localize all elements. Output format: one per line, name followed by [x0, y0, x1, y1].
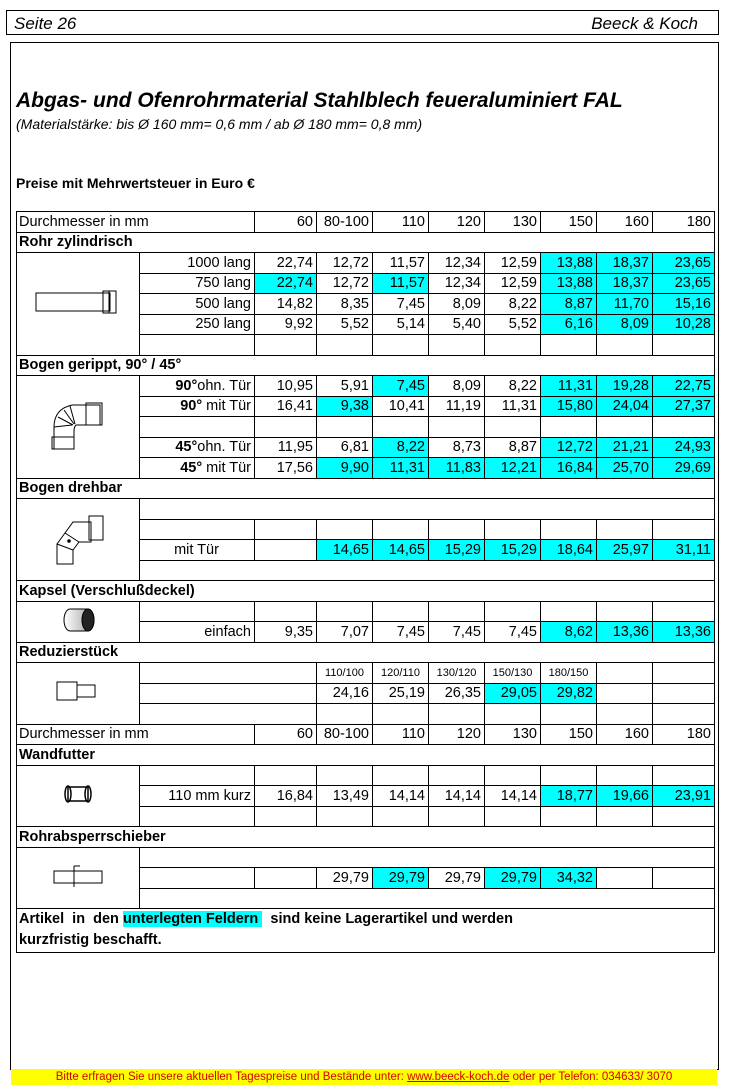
cap-icon — [56, 622, 100, 638]
price-cell: 29,79 — [373, 868, 429, 889]
empty-cell — [653, 765, 715, 786]
diameter-header: 80-100 — [317, 212, 373, 233]
price-cell: 8,73 — [429, 437, 485, 458]
price-cell: 8,22 — [485, 376, 541, 397]
empty-cell — [373, 601, 429, 622]
diameter-label: Durchmesser in mm — [17, 212, 255, 233]
price-cell: 29,69 — [653, 458, 715, 479]
price-cell: 22,74 — [255, 273, 317, 294]
reducer-size-row — [17, 663, 715, 684]
reducer-size — [597, 663, 653, 684]
empty-cell — [597, 417, 653, 438]
note-row — [17, 909, 715, 953]
price-cell: 7,07 — [317, 622, 373, 643]
price-cell: 16,84 — [541, 458, 597, 479]
price-cell: 17,56 — [255, 458, 317, 479]
reducer-size: 120/110 — [373, 663, 429, 684]
empty-cell — [541, 417, 597, 438]
section-header-kapsel — [17, 581, 715, 602]
price-cell — [597, 868, 653, 889]
price-cell: 8,09 — [429, 294, 485, 315]
diameter-header: 180 — [653, 724, 715, 745]
price-cell: 11,31 — [373, 458, 429, 479]
product-image — [17, 499, 140, 581]
price-cell: 8,87 — [541, 294, 597, 315]
price-cell: 22,75 — [653, 376, 715, 397]
bend-angle: 45° — [180, 459, 203, 476]
price-cell: 24,04 — [597, 396, 653, 417]
spacer-row — [17, 765, 715, 786]
page-number: Seite 26 — [14, 14, 77, 33]
empty-cell — [140, 335, 255, 356]
price-cell: 27,37 — [653, 396, 715, 417]
price-cell: 18,37 — [597, 273, 653, 294]
empty-cell — [373, 765, 429, 786]
price-cell: 5,52 — [317, 314, 373, 335]
price-cell: 15,29 — [429, 540, 485, 561]
empty-cell — [373, 335, 429, 356]
empty-cell — [140, 519, 255, 540]
stock-note — [17, 909, 715, 953]
diameter-header: 60 — [255, 212, 317, 233]
price-cell: 13,36 — [597, 622, 653, 643]
price-cell: 14,14 — [429, 786, 485, 807]
price-cell: 15,80 — [541, 396, 597, 417]
empty-cell — [485, 806, 541, 827]
price-cell: 15,29 — [485, 540, 541, 561]
price-cell: 29,79 — [429, 868, 485, 889]
empty-cell — [429, 601, 485, 622]
section-header-rohr — [17, 232, 715, 253]
diameter-header: 110 — [373, 212, 429, 233]
website-link[interactable]: www.beeck-koch.de — [407, 1071, 510, 1083]
price-cell: 23,65 — [653, 273, 715, 294]
empty-cell — [653, 417, 715, 438]
diameter-label: Durchmesser in mm — [17, 724, 255, 745]
empty-cell — [485, 704, 541, 725]
empty-cell — [140, 683, 317, 704]
bend-label — [140, 458, 255, 479]
reducer-size: 110/100 — [317, 663, 373, 684]
price-cell: 5,91 — [317, 376, 373, 397]
spacer-row — [17, 499, 715, 520]
price-cell: 34,32 — [541, 868, 597, 889]
product-image — [17, 663, 140, 725]
diameter-header-row-2 — [17, 724, 715, 745]
note-text-3: kurzfristig beschafft. — [19, 932, 162, 948]
empty-cell — [140, 806, 255, 827]
price-cell: 7,45 — [373, 622, 429, 643]
cap-label: einfach — [140, 622, 255, 643]
price-cell: 14,65 — [373, 540, 429, 561]
bend-angle: 90° — [175, 377, 198, 394]
price-cell: 18,37 — [597, 253, 653, 274]
price-cell: 14,14 — [373, 786, 429, 807]
empty-cell — [255, 601, 317, 622]
price-cell: 12,72 — [541, 437, 597, 458]
empty-cell — [255, 335, 317, 356]
page-header — [6, 10, 719, 35]
bend-label — [140, 437, 255, 458]
empty-cell — [485, 601, 541, 622]
price-cell: 8,87 — [485, 437, 541, 458]
material-thickness-note: (Materialstärke: bis Ø 160 mm= 0,6 mm / ab Ø 180 mm= 0,8 mm) — [16, 116, 423, 132]
bend-door: mit Tür — [202, 459, 251, 476]
footer-text: Bitte erfragen Sie unsere aktuellen Tagespreise und Bestände unter: — [55, 1071, 408, 1083]
price-cell: 10,41 — [373, 396, 429, 417]
price-cell: 11,57 — [373, 253, 429, 274]
product-image — [17, 765, 140, 827]
section-header-bogen — [17, 355, 715, 376]
diameter-header: 120 — [429, 212, 485, 233]
empty-cell — [653, 601, 715, 622]
empty-cell — [485, 519, 541, 540]
price-cell — [255, 540, 317, 561]
bend-angle: 90° — [180, 398, 203, 415]
empty-cell — [255, 417, 317, 438]
empty-cell — [140, 417, 255, 438]
price-cell: 13,36 — [653, 622, 715, 643]
price-cell: 18,77 — [541, 786, 597, 807]
empty-cell — [255, 519, 317, 540]
price-cell: 7,45 — [429, 622, 485, 643]
price-cell: 13,88 — [541, 253, 597, 274]
swivel-elbow-icon — [43, 556, 113, 572]
empty-cell — [140, 888, 715, 909]
wall-sleeve-icon — [60, 794, 96, 810]
sleeve-label: 110 mm kurz — [140, 786, 255, 807]
bend-angle: 45° — [175, 439, 198, 456]
price-cell: 25,70 — [597, 458, 653, 479]
bend-door: mit Tür — [202, 398, 251, 415]
diameter-header: 110 — [373, 724, 429, 745]
diameter-header: 80-100 — [317, 724, 373, 745]
empty-cell — [140, 868, 255, 889]
section-title: Rohrabsperrschieber — [17, 827, 715, 848]
pipe-icon — [33, 304, 123, 320]
diameter-header-row — [17, 212, 715, 233]
price-cell: 12,72 — [317, 253, 373, 274]
diameter-header: 160 — [597, 724, 653, 745]
price-cell: 11,57 — [373, 273, 429, 294]
price-cell: 12,59 — [485, 253, 541, 274]
price-cell: 13,88 — [541, 273, 597, 294]
price-cell: 12,21 — [485, 458, 541, 479]
length-label: 750 lang — [140, 273, 255, 294]
empty-cell — [597, 704, 653, 725]
elbow-icon — [48, 441, 108, 457]
empty-cell — [541, 335, 597, 356]
price-cell: 19,28 — [597, 376, 653, 397]
empty-cell — [597, 335, 653, 356]
section-title: Bogen gerippt, 90° / 45° — [17, 355, 715, 376]
reducer-size: 180/150 — [541, 663, 597, 684]
price-cell: 11,70 — [597, 294, 653, 315]
bend-label — [140, 376, 255, 397]
length-label: 250 lang — [140, 314, 255, 335]
price-cell: 29,79 — [317, 868, 373, 889]
empty-cell — [317, 704, 373, 725]
price-cell: 9,92 — [255, 314, 317, 335]
price-cell: 8,22 — [485, 294, 541, 315]
length-label: 1000 lang — [140, 253, 255, 274]
product-image — [17, 601, 140, 642]
empty-cell — [485, 417, 541, 438]
empty-cell — [429, 704, 485, 725]
price-cell: 12,34 — [429, 253, 485, 274]
reducer-size: 130/120 — [429, 663, 485, 684]
price-cell: 11,95 — [255, 437, 317, 458]
price-cell: 5,52 — [485, 314, 541, 335]
empty-cell — [597, 519, 653, 540]
price-cell — [653, 683, 715, 704]
section-title: Rohr zylindrisch — [17, 232, 715, 253]
price-cell: 10,28 — [653, 314, 715, 335]
spacer-row — [17, 847, 715, 868]
empty-cell — [541, 601, 597, 622]
empty-cell — [317, 417, 373, 438]
price-cell: 9,90 — [317, 458, 373, 479]
price-cell: 29,82 — [541, 683, 597, 704]
empty-cell — [429, 335, 485, 356]
note-text-1: Artikel in den — [19, 911, 123, 927]
empty-cell — [373, 519, 429, 540]
reducer-icon — [53, 692, 103, 708]
price-cell: 11,31 — [485, 396, 541, 417]
diameter-header: 150 — [541, 724, 597, 745]
rohr-row — [17, 253, 715, 274]
reducer-size: 150/130 — [485, 663, 541, 684]
empty-cell — [429, 806, 485, 827]
price-cell: 15,16 — [653, 294, 715, 315]
price-cell: 14,82 — [255, 294, 317, 315]
empty-cell — [317, 519, 373, 540]
price-cell: 8,09 — [429, 376, 485, 397]
price-cell: 24,16 — [317, 683, 373, 704]
empty-cell — [597, 601, 653, 622]
price-cell: 23,91 — [653, 786, 715, 807]
empty-cell — [317, 335, 373, 356]
diameter-header: 120 — [429, 724, 485, 745]
diameter-header: 60 — [255, 724, 317, 745]
empty-cell — [541, 806, 597, 827]
empty-cell — [317, 806, 373, 827]
price-label: Preise mit Mehrwertsteuer in Euro € — [16, 175, 255, 191]
price-cell: 10,95 — [255, 376, 317, 397]
section-header-drehbar — [17, 478, 715, 499]
price-cell: 12,34 — [429, 273, 485, 294]
damper-icon — [50, 877, 106, 893]
price-cell: 12,59 — [485, 273, 541, 294]
price-cell — [255, 868, 317, 889]
section-title: Kapsel (Verschlußdeckel) — [17, 581, 715, 602]
section-title: Reduzierstück — [17, 642, 715, 663]
price-cell: 26,35 — [429, 683, 485, 704]
reducer-size — [653, 663, 715, 684]
price-cell: 25,19 — [373, 683, 429, 704]
price-cell: 16,84 — [255, 786, 317, 807]
price-cell: 11,19 — [429, 396, 485, 417]
price-cell: 8,62 — [541, 622, 597, 643]
company-name: Beeck & Koch — [591, 14, 698, 33]
section-header-reduzier — [17, 642, 715, 663]
diameter-header: 130 — [485, 724, 541, 745]
empty-cell — [485, 335, 541, 356]
price-cell: 23,65 — [653, 253, 715, 274]
price-cell: 9,38 — [317, 396, 373, 417]
price-cell: 11,31 — [541, 376, 597, 397]
diameter-header: 180 — [653, 212, 715, 233]
empty-cell — [541, 765, 597, 786]
price-cell: 18,64 — [541, 540, 597, 561]
price-cell: 8,09 — [597, 314, 653, 335]
diameter-header: 150 — [541, 212, 597, 233]
empty-cell — [140, 663, 317, 684]
section-header-schieber — [17, 827, 715, 848]
product-image — [17, 253, 140, 356]
empty-cell — [653, 806, 715, 827]
note-text-2: sind keine Lagerartikel und werden — [262, 911, 513, 927]
empty-cell — [373, 806, 429, 827]
price-cell: 24,93 — [653, 437, 715, 458]
empty-cell — [140, 601, 255, 622]
price-cell — [653, 868, 715, 889]
price-cell: 11,83 — [429, 458, 485, 479]
price-cell: 14,65 — [317, 540, 373, 561]
diameter-header: 130 — [485, 212, 541, 233]
price-cell: 14,14 — [485, 786, 541, 807]
empty-cell — [485, 765, 541, 786]
bend-door: ohn. Tür — [197, 377, 251, 394]
empty-cell — [653, 519, 715, 540]
price-cell: 7,45 — [373, 294, 429, 315]
diameter-header: 160 — [597, 212, 653, 233]
bend-label — [140, 396, 255, 417]
price-cell: 22,74 — [255, 253, 317, 274]
empty-cell — [541, 519, 597, 540]
empty-cell — [429, 519, 485, 540]
empty-cell — [429, 765, 485, 786]
product-image — [17, 847, 140, 909]
empty-cell — [429, 417, 485, 438]
bend-door: ohn. Tür — [197, 439, 251, 456]
price-cell: 5,14 — [373, 314, 429, 335]
section-header-wandfutter — [17, 745, 715, 766]
price-cell: 16,41 — [255, 396, 317, 417]
empty-cell — [653, 704, 715, 725]
price-cell: 13,49 — [317, 786, 373, 807]
price-cell: 6,81 — [317, 437, 373, 458]
length-label: 500 lang — [140, 294, 255, 315]
price-table — [16, 211, 715, 953]
price-cell: 7,45 — [485, 622, 541, 643]
price-cell: 8,35 — [317, 294, 373, 315]
empty-cell — [140, 560, 715, 581]
empty-cell — [541, 704, 597, 725]
empty-cell — [255, 806, 317, 827]
empty-cell — [317, 601, 373, 622]
price-cell: 9,35 — [255, 622, 317, 643]
price-cell: 21,21 — [597, 437, 653, 458]
empty-cell — [597, 806, 653, 827]
empty-cell — [653, 335, 715, 356]
price-cell: 29,79 — [485, 868, 541, 889]
price-cell: 25,97 — [597, 540, 653, 561]
empty-cell — [373, 417, 429, 438]
footer-bar — [11, 1069, 717, 1085]
price-cell: 6,16 — [541, 314, 597, 335]
price-cell: 19,66 — [597, 786, 653, 807]
door-label: mit Tür — [140, 540, 255, 561]
section-title: Bogen drehbar — [17, 478, 715, 499]
empty-cell — [597, 765, 653, 786]
empty-cell — [140, 765, 255, 786]
empty-cell — [317, 765, 373, 786]
empty-cell — [140, 499, 715, 520]
spacer-row — [17, 601, 715, 622]
price-cell: 8,22 — [373, 437, 429, 458]
price-cell: 7,45 — [373, 376, 429, 397]
bogen-row — [17, 376, 715, 397]
price-cell: 12,72 — [317, 273, 373, 294]
price-cell: 29,05 — [485, 683, 541, 704]
note-highlight: unterlegten Feldern — [122, 911, 263, 927]
empty-cell — [140, 847, 715, 868]
price-cell: 31,11 — [653, 540, 715, 561]
section-title: Wandfutter — [17, 745, 715, 766]
product-image — [17, 376, 140, 479]
empty-cell — [255, 765, 317, 786]
empty-cell — [373, 704, 429, 725]
footer-phone: oder per Telefon: 034633/ 3070 — [509, 1071, 673, 1083]
empty-cell — [140, 704, 317, 725]
price-cell — [597, 683, 653, 704]
page-title: Abgas- und Ofenrohrmaterial Stahlblech feueraluminiert FAL — [16, 89, 623, 112]
price-cell: 5,40 — [429, 314, 485, 335]
